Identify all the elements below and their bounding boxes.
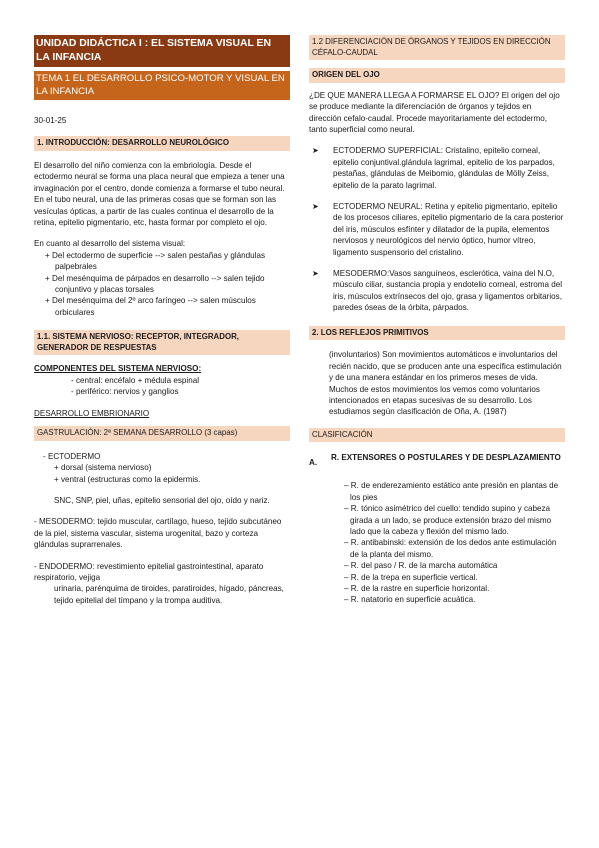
eye-origin-question: ¿DE QUE MANERA LLEGA A FORMARSE EL OJO? El origen del ojo se produce mediante la diferenciación de órganos y tejidos en dirección cefalo-caudal. Procede mayoritariamente del ectodermo, tanto superficial como neural. <box>309 90 560 134</box>
components-heading: COMPONENTES DEL SISTEMA NERVIOSO: <box>34 364 202 374</box>
list-item: – R. tónico asimétrico del cuello: tendido supino y cabeza girada a un lado, se produce extensión brazo del mismo lado que la cabeza y flexión del mismo lado. <box>344 504 552 536</box>
list-item: + Del ectodermo de superficie --> salen pestañas y glándulas palpebrales <box>45 250 266 272</box>
list-item: – R. de enderezamiento estático ante presión en plantas de los pies <box>344 481 559 502</box>
list-item: – R. de la rastre en superficie horizontal. <box>344 583 490 593</box>
list-item: + Del mesénquima del 2º arco faríngeo --> salen músculos orbiculares <box>45 296 256 317</box>
germ-layer-list <box>309 145 565 313</box>
arrow-bullet-icon: ➤ <box>312 202 319 212</box>
list-item: ➤ ECTODERMO SUPERFICIAL: Cristalino, epitelio corneal, epitelio conjuntival.glándula lagrimal, epitelio de los parpados, pestañas, glándulas de Meibomio, glándulas de Mölly Zeiss, epitelio de la parato lagrimal. <box>312 146 555 190</box>
list-item: ➤ ECTODERMO NEURAL: Retina y epitelio pigmentario, epitelio de los procesos ciliares, epitelio pigmentario de la cara posterior del iris, músculos esfínter y dilatador de la pupila, elementos nerviosos y neurológicos del nervio óptico, humor vítreo, ligamento suspensorio del cristalino. <box>312 202 564 257</box>
intro-heading: 1. INTRODUCCIÓN: DESARROLLO NEUROLÓGICO <box>34 136 290 151</box>
list-item: - central: encéfalo + médula espinal <box>71 375 200 385</box>
topic-title: TEMA 1 EL DESARROLLO PSICO-MOTOR Y VISUAL EN LA INFANCIA <box>34 71 290 100</box>
list-item: - periférico: nervios y ganglios <box>71 387 179 397</box>
visual-system-intro: En cuanto al desarrollo del sistema visual: <box>34 239 186 249</box>
list-item: + Del mesénquima de párpados en desarrollo --> salen tejido conjuntivo y placas torsales <box>45 273 265 295</box>
intro-paragraph: El desarrollo del niño comienza con la embriología. Desde el ectodermo neural se forma una placa neural que empieza a tener una invaginación por el centro, donde comienza a formarse el tubo neural. En el tubo neural, una de las primeras cosas que se forman son las vesículas ópticas, a partir de las cuales continua el desarrollo de la retina, epitelio pigmentario, etc, hasta formar por completo el ojo. <box>34 161 285 228</box>
ectoderm-label: - ECTODERMO <box>43 451 101 461</box>
eye-origin-heading: ORIGEN DEL OJO <box>309 68 565 83</box>
reflexes-heading: 2. LOS REFLEJOS PRIMITIVOS <box>309 326 565 341</box>
list-item: – R. de la trepa en superficie vertical. <box>344 572 478 582</box>
left-column <box>34 35 290 606</box>
reflex-list <box>309 480 565 605</box>
embryonic-heading: DESARROLLO EMBRIONARIO <box>34 408 150 418</box>
list-item: – R. del paso / R. de la marcha automática <box>344 561 498 571</box>
list-item: ➤ MESODERMO:Vasos sanguíneos, esclerótica, vaina del N.O, músculo ciliar, sustancia propia y endotelio corneal, estroma del iris, músculos extrínsecos del ojo, grasa y ligamentos orbitarios, paredes óseas de la órbita, párpados. <box>312 269 562 313</box>
list-item: – R. antibabinski: extensión de los dedos ante estimulación de la planta del mismo. <box>344 538 557 559</box>
arrow-bullet-icon: ➤ <box>312 269 319 279</box>
classification-heading: CLASIFICACIÓN <box>309 428 565 443</box>
endoderm-paragraph: - ENDODERMO: revestimiento epitelial gastrointestinal, aparato respiratorio, vejiga <box>34 561 264 582</box>
gastrulation-heading: GASTRULACIÓN: 2ª SEMANA DESARROLLO (3 capas) <box>34 426 290 441</box>
arrow-bullet-icon: ➤ <box>312 146 319 156</box>
mesoderm-paragraph: - MESODERMO: tejido muscular, cartílago, hueso, tejido subcutáneo de la piel, sistema vascular, sistema urogenital, bazo y corteza glándulas suprarrenales. <box>34 517 282 550</box>
list-item: – R. natatorio en superficie acuática. <box>344 595 476 605</box>
unit-title: UNIDAD DIDÁCTICA I : EL SISTEMA VISUAL EN LA INFANCIA <box>34 35 290 67</box>
group-a-title: R. EXTENSORES O POSTULARES Y DE DESPLAZAMIENTO <box>331 453 561 463</box>
endoderm-continuation: urinaria, parénquima de tiroides, paratiroides, hígado, páncreas, tejido epitelial del tímpano y la trompa auditiva. <box>54 584 284 605</box>
nervous-system-heading: 1.1. SISTEMA NERVIOSO: RECEPTOR, INTEGRADOR, GENERADOR DE RESPUESTAS <box>34 330 290 355</box>
right-column <box>309 35 565 606</box>
reflexes-paragraph: (involuntarios) Son movimientos automáticos e involuntarios del recién nacido, que se producen ante una específica estimulación y de una manera estándar en los primeros meses de vida. Muchos de estos movimientos los vemos como voluntarios intencionados en etapas sucesivas de su desarrollo. Los estudiamos según clasificación de Oña, A. (1987) <box>329 350 562 417</box>
visual-system-list <box>34 250 290 318</box>
group-a-label: A. <box>309 458 318 468</box>
list-item: + dorsal (sistema nervioso) <box>54 463 152 473</box>
components-list <box>34 375 290 398</box>
list-item: + ventral (estructuras como la epidermis. <box>54 474 201 484</box>
ectoderm-list <box>34 462 290 485</box>
ectoderm-derivatives: SNC, SNP, piel, uñas, epitelio sensorial del ojo, oído y nariz. <box>54 495 270 505</box>
differentiation-heading: 1.2 DIFERENCIACIÓN DE ÓRGANOS Y TEJIDOS EN DIRECCIÓN CÉFALO-CAUDAL <box>309 35 565 60</box>
date: 30-01-25 <box>34 116 67 125</box>
group-a-header <box>309 452 565 470</box>
